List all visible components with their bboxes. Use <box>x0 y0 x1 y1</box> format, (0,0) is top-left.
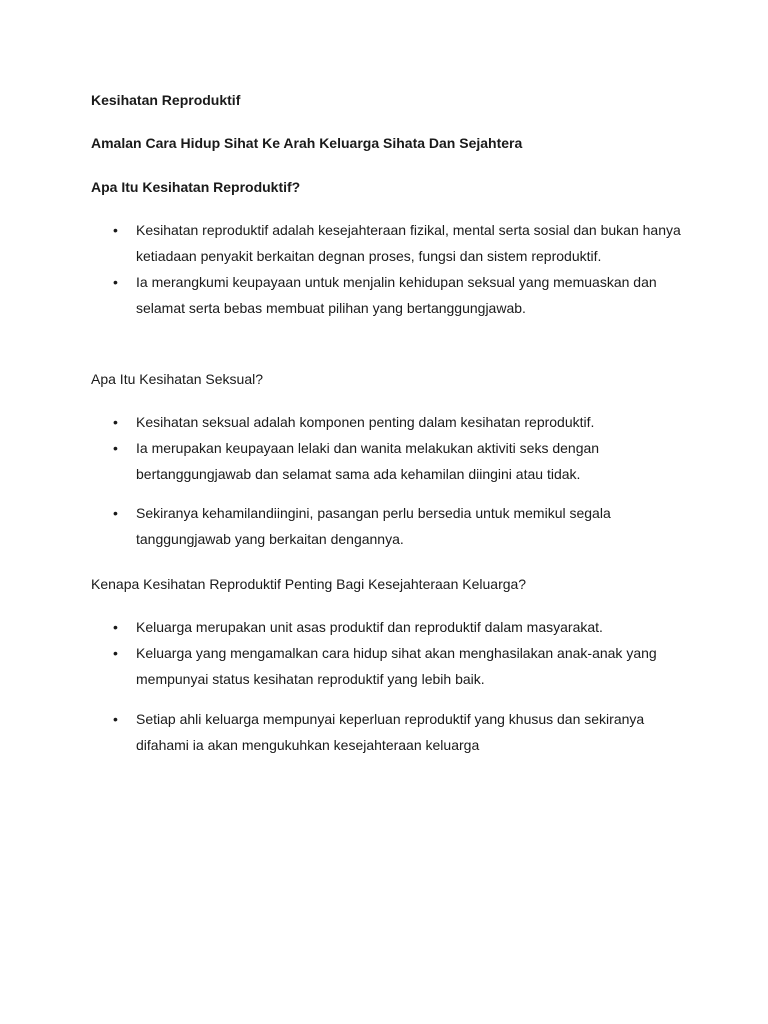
list-item-text: Kesihatan seksual adalah komponen penting dalam kesihatan reproduktif. <box>136 414 595 430</box>
list-item <box>91 269 696 321</box>
list-item-text: Ia merangkumi keupayaan untuk menjalin kehidupan seksual yang memuaskan dan selamat serta bebas membuat pilihan yang bertanggungjawab. <box>136 274 657 316</box>
list-item <box>91 640 696 692</box>
bullet-list-keluarga-cont <box>91 706 691 758</box>
list-item-text: Keluarga merupakan unit asas produktif dan reproduktif dalam masyarakat. <box>136 619 603 635</box>
bullet-icon: • <box>113 274 118 290</box>
list-item <box>91 706 696 758</box>
list-item-text: Kesihatan reproduktif adalah kesejahteraan fizikal, mental serta sosial dan bukan hanya ketiadaan penyakit berkaitan degnan proses, fungsi dan sistem reproduktif. <box>136 222 681 264</box>
bullet-list-seksual <box>91 409 691 487</box>
section-heading-seksual: Apa Itu Kesihatan Seksual? <box>91 371 264 387</box>
bullet-icon: • <box>113 414 118 430</box>
bullet-icon: • <box>113 645 118 661</box>
list-item <box>91 217 696 269</box>
list-item <box>91 409 696 435</box>
bullet-icon: • <box>113 711 118 727</box>
bullet-icon: • <box>113 505 118 521</box>
bullet-list-reproduktif <box>91 217 691 321</box>
bullet-icon: • <box>113 619 118 635</box>
list-item <box>91 614 696 640</box>
bullet-list-keluarga <box>91 614 691 692</box>
list-item-text: Setiap ahli keluarga mempunyai keperluan reproduktif yang khusus dan sekiranya difahami ia akan mengukuhkan kesejahteraan keluarga <box>136 711 645 753</box>
list-item <box>91 500 696 552</box>
section-heading-keluarga: Kenapa Kesihatan Reproduktif Penting Bagi Kesejahteraan Keluarga? <box>91 576 527 592</box>
document-title: Kesihatan Reproduktif <box>91 92 241 108</box>
list-item-text: Sekiranya kehamilandiingini, pasangan perlu bersedia untuk memikul segala tanggungjawab yang berkaitan dengannya. <box>136 505 611 547</box>
bullet-icon: • <box>113 440 118 456</box>
document-subtitle: Amalan Cara Hidup Sihat Ke Arah Keluarga Sihata Dan Sejahtera <box>91 135 523 151</box>
bullet-icon: • <box>113 222 118 238</box>
bullet-list-seksual-cont <box>91 500 691 552</box>
section-heading-reproduktif: Apa Itu Kesihatan Reproduktif? <box>91 179 301 195</box>
list-item-text: Ia merupakan keupayaan lelaki dan wanita melakukan aktiviti seks dengan bertanggungjawab dan selamat sama ada kehamilan diingini atau tidak. <box>136 440 600 482</box>
list-item <box>91 435 696 487</box>
list-item-text: Keluarga yang mengamalkan cara hidup sihat akan menghasilakan anak-anak yang mempunyai status kesihatan reproduktif yang lebih baik. <box>136 645 657 687</box>
